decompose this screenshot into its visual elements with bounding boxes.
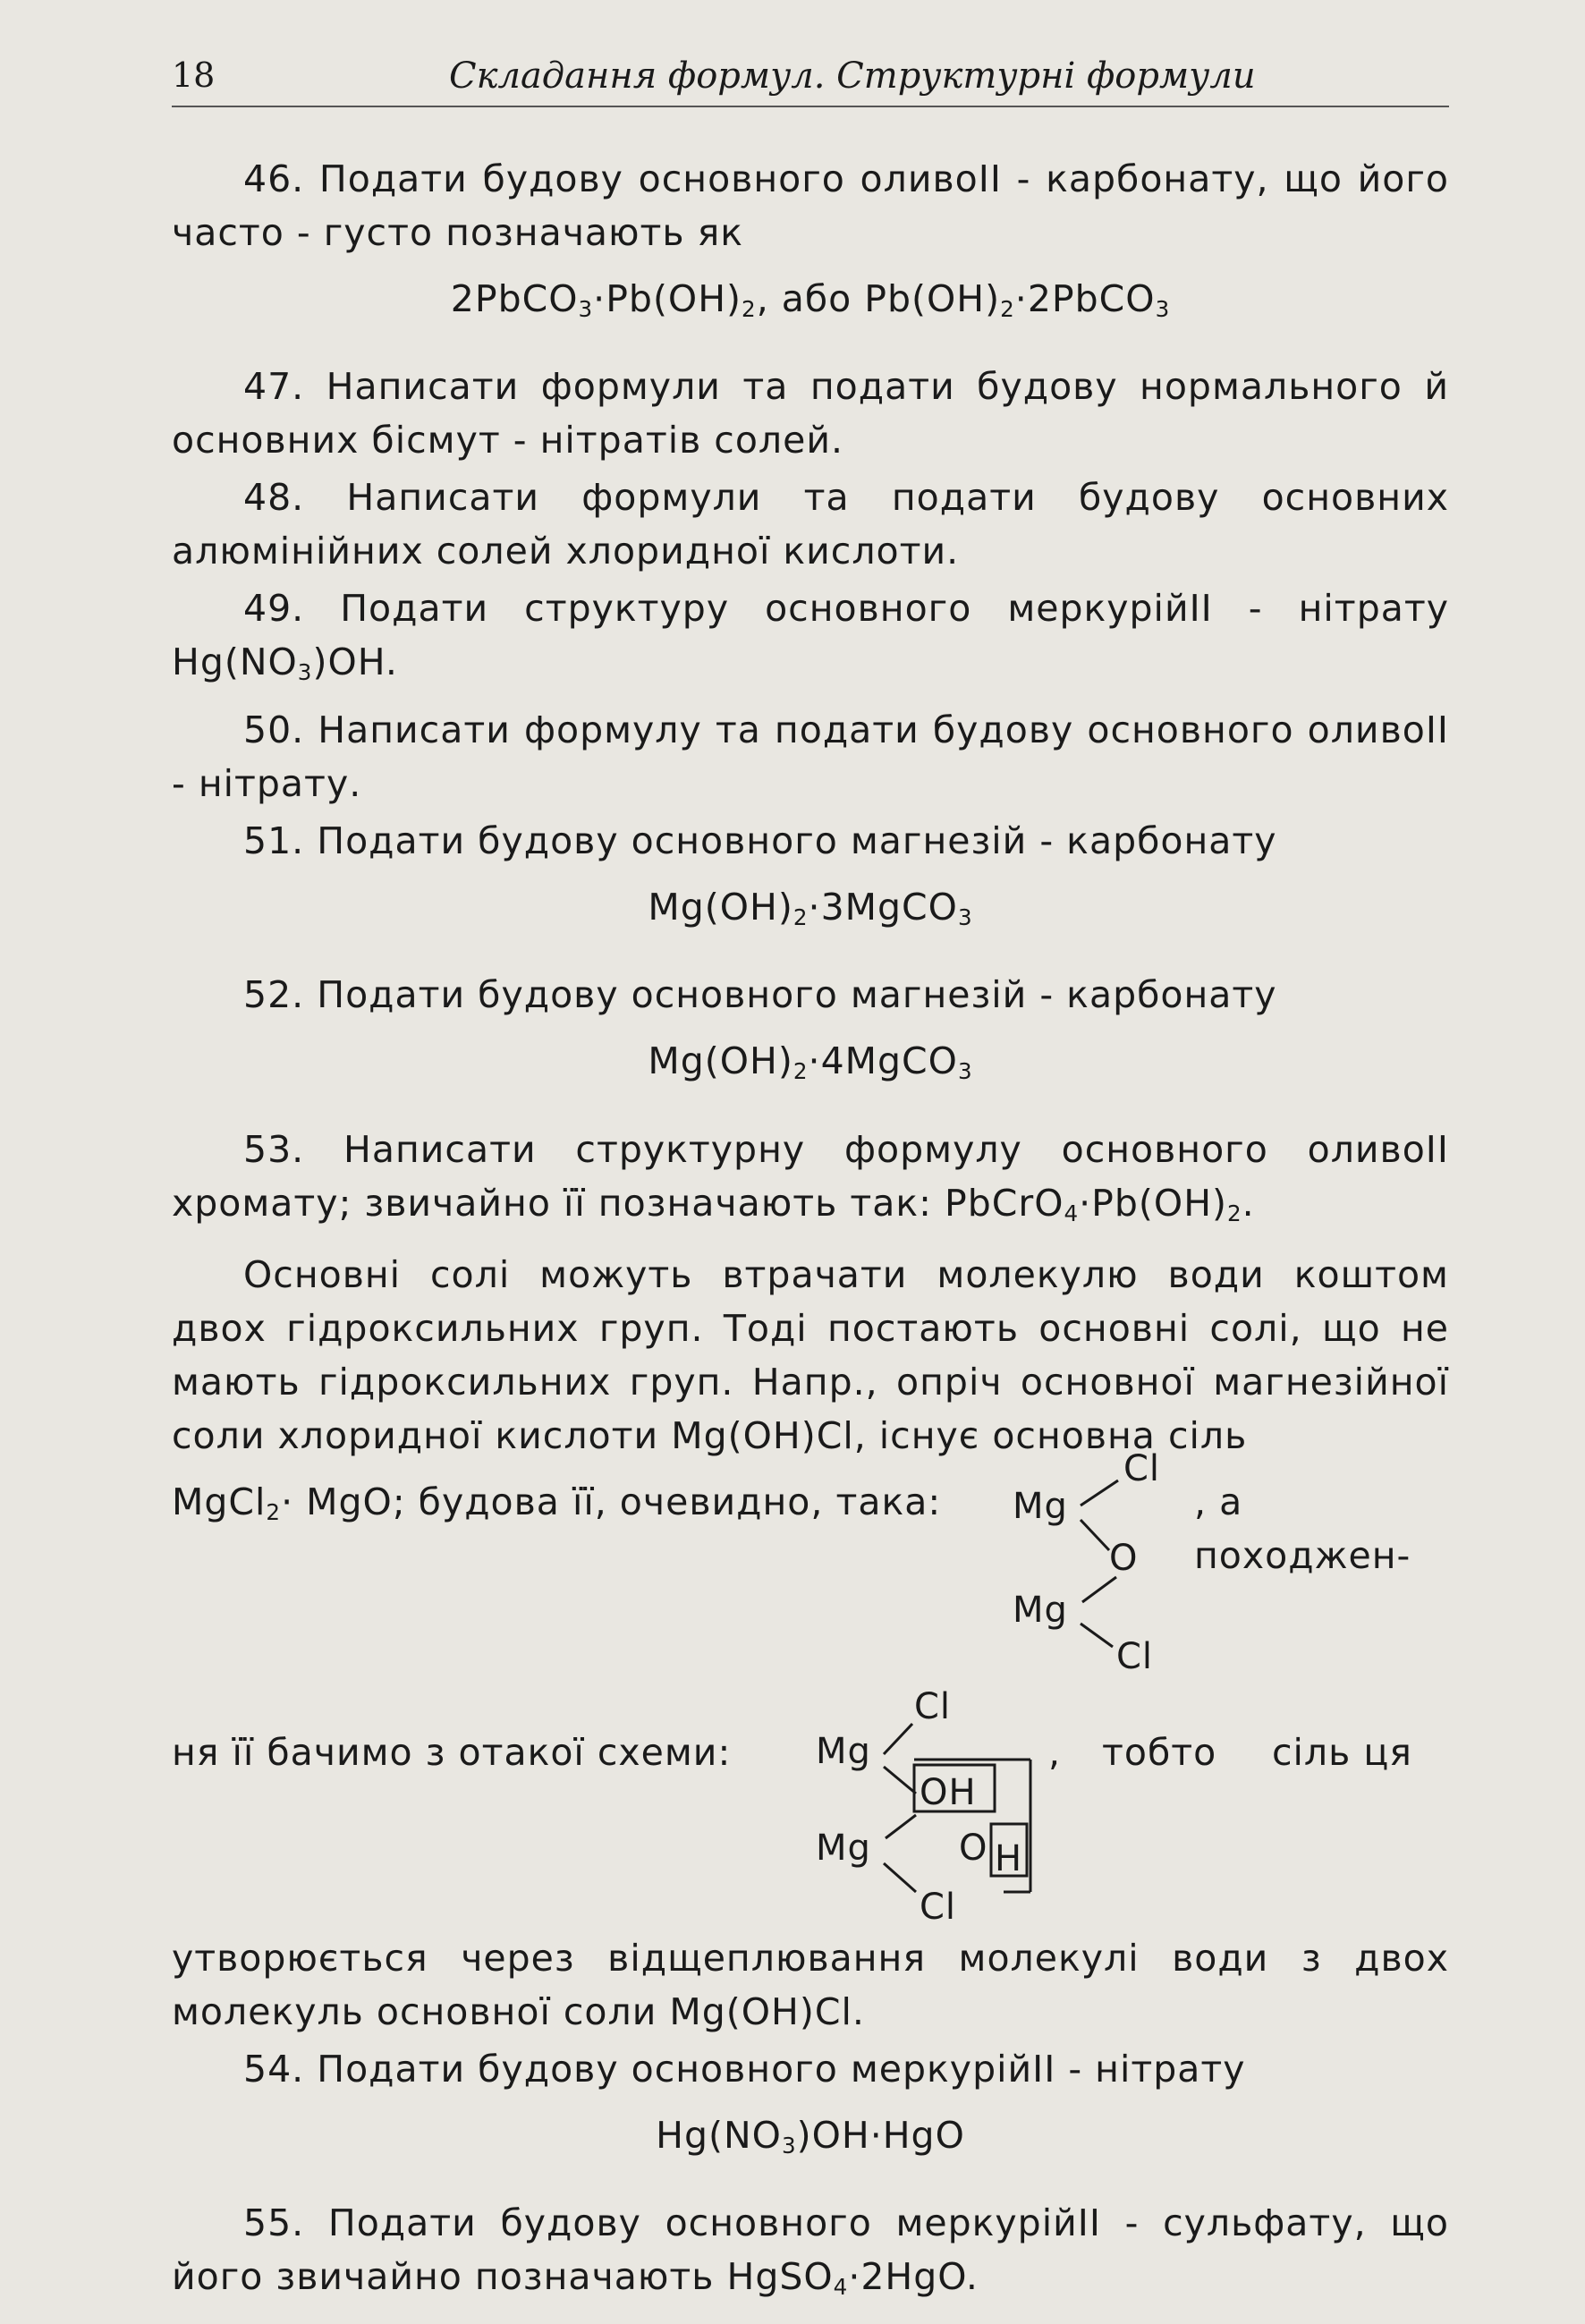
formula-52: $Mg(OH)_2\cdot 4MgCO_3$ (648, 1039, 973, 1085)
struct2-bond-oh-mg (886, 1815, 916, 1838)
formula-49: $Hg(NO_3)OH$. (172, 640, 398, 686)
basic-salts-paragraph: Основні солі можуть втрачати молекулю води коштом двох гідроксильних груп. Тоді постають основні солі, що не мають гідроксильних груп. Напр., опріч основної магнезійної соли хлоридної кислоти Mg(OH)Cl, існує основна сіль (172, 1252, 1449, 1457)
struct2-mg-bottom: Mg (816, 1827, 871, 1869)
page-body (172, 152, 1449, 2321)
struct2-cl-bottom: Cl (920, 1886, 957, 1928)
struct2-o: O (959, 1827, 988, 1869)
running-title: Складання формул. Структурні формули (449, 55, 1256, 97)
struct1-bond-o-mg (1082, 1577, 1116, 1602)
struct2-bond-mg-cl (884, 1724, 912, 1754)
exercise-50: 50. Написати формулу та подати будову основного оливоII - нітрату. (172, 708, 1449, 806)
struct1-bond-mg-o (1081, 1520, 1109, 1550)
struct1-mg-top: Mg (1013, 1485, 1068, 1527)
struct1-bond-mg-cl-bottom (1081, 1624, 1113, 1647)
struct2-bond-mg-cl-bottom (884, 1863, 916, 1892)
structure-line-1 (172, 1447, 1449, 1675)
struct1-cl-top: Cl (1123, 1447, 1161, 1489)
struct1-cl-bottom: Cl (1116, 1635, 1154, 1675)
scheme-comma: , (1048, 1730, 1062, 1774)
result-paragraph: утворюється через відщеплювання молекулі води з двох молекуль основної соли Mg(OH)Cl. (172, 1936, 1449, 2033)
struct2-cl-top: Cl (914, 1685, 952, 1727)
exercise-51: 51. Подати будову основного магнезій - карбонату (243, 819, 1277, 863)
page-header (172, 55, 1449, 107)
struct1-mg-bottom: Mg (1013, 1589, 1068, 1631)
mgcl2-mgo-text: MgCl$_2$· MgO; будова її, очевидно, така: (172, 1480, 942, 1525)
struct1-o: O (1109, 1537, 1139, 1579)
origin-text: , а походжен- (1194, 1480, 1411, 1577)
struct2-bond-mg-oh (884, 1767, 916, 1794)
scheme-tobto: тобто (1102, 1730, 1217, 1774)
structure-line-2 (172, 1681, 1449, 1931)
exercise-54: 54. Подати будову основного меркурійII - нітрату (243, 2047, 1246, 2091)
exercise-53: 53. Написати структурну формулу основного оливоII хромату; звичайно її позначають так: $PbCrO_4\cdot Pb(OH)_2$. (172, 1127, 1449, 1226)
structure-scheme (816, 1681, 1048, 1931)
exercise-48: 48. Написати формули та подати будову основних алюмінійних солей хлоридної кислоти. (172, 476, 1449, 573)
scheme-text: ня її бачимо з отакої схеми: (172, 1730, 732, 1774)
structure-mgcl2-mgo (1013, 1434, 1191, 1675)
exercise-47: 47. Написати формули та подати будову нормального й основних бісмут - нітратів солей. (172, 365, 1449, 462)
exercise-46: 46. Подати будову основного оливоII - карбонату, що його часто - густо позначають як (172, 157, 1449, 254)
page-number: 18 (172, 55, 216, 95)
formula-53: $PbCrO_4\cdot Pb(OH)_2$. (944, 1181, 1255, 1226)
exercise-52: 52. Подати будову основного магнезій - карбонату (243, 973, 1277, 1017)
exercise-55: 55. Подати будову основного меркурійII - сульфату, що його звичайно позначають HgSO$_4$·2HgO. (172, 2201, 1449, 2300)
formula-55: HgSO$_4$·2HgO. (726, 2254, 979, 2300)
struct2-mg-top: Mg (816, 1730, 871, 1772)
struct2-h: H (995, 1837, 1023, 1879)
exercise-49: 49. Подати структуру основного меркурійII - нітрату $Hg(NO_3)OH$. (172, 587, 1449, 686)
scheme-sil-tsia: сіль ця (1272, 1730, 1412, 1774)
struct1-bond-mg-cl (1081, 1480, 1118, 1506)
struct2-oh: OH (920, 1771, 977, 1813)
formula-51: $Mg(OH)_2\cdot 3MgCO_3$ (648, 886, 973, 931)
formula-46: $2PbCO_3\cdot Pb(OH)_2$, або $Pb(OH)_2\cdot 2PbCO_3$ (450, 277, 1171, 323)
formula-54: $Hg(NO_3)OH\cdot HgO$ (656, 2113, 965, 2159)
